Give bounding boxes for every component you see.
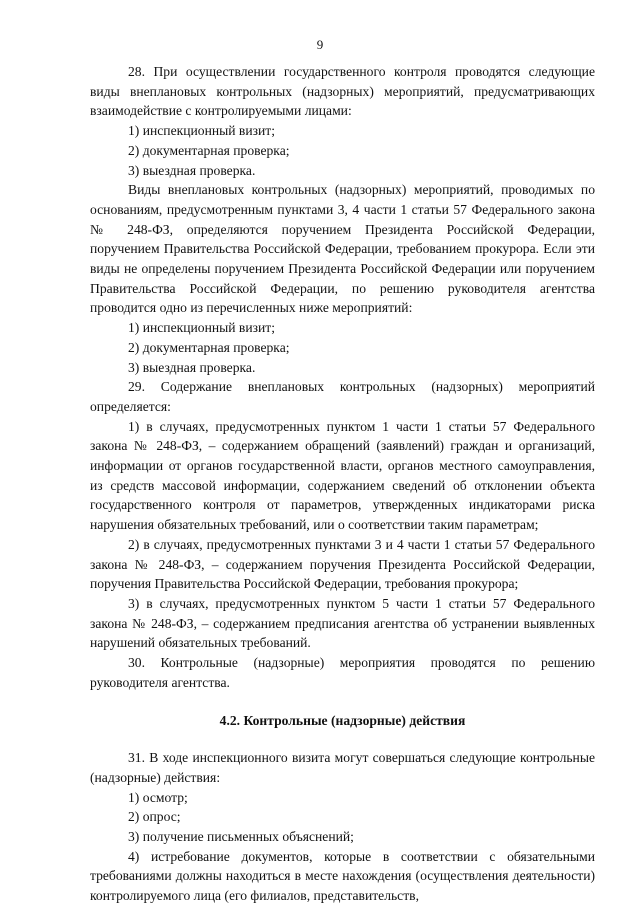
section-heading: 4.2. Контрольные (надзорные) действия [219,712,466,728]
list-item: 3) выездная проверка. [128,359,256,375]
paragraph-28: 28. При осуществлении государственного контроля проводятся следующие виды внеплановых контрольных (надзорных) мероприятий, предусматривающих взаимодействие с контролируемыми лицами: [90,64,595,119]
list-item: 4) истребование документов, которые в соответствии с обязательными требованиями должны находиться в месте нахождения (осуществления деятельности) контролируемого лица (его филиалов, представительств, [90,848,595,904]
list-item: 1) инспекционный визит; [128,320,275,336]
list-item: 2) документарная проверка; [128,142,290,158]
list-item: 2) в случаях, предусмотренных пунктами 3 и 4 части 1 статьи 57 Федерального закона № 248-ФЗ, – содержанием поручения Президента Российской Федерации, поручения Правительства Российской Федерации, требования прокурора; [90,536,595,592]
paragraph-unplanned-types: Виды внеплановых контрольных (надзорных) мероприятий, проводимых по основаниям, предусмотренным пунктами 3, 4 части 1 статьи 57 Федерального закона № 248-ФЗ, определяются поручением Президента Российской Федерации, поручением Правительства Российской Федерации, требованием прокурора. Если эти виды не определены поручением Президента Российской Федерации или поручением Правительства Российской Федерации, по решению руководителя агентства проводится одно из перечисленных ниже мероприятий: [90,182,595,316]
list-item: 3) получение письменных объяснений; [128,829,354,845]
paragraph-30: 30. Контрольные (надзорные) мероприятия проводятся по решению руководителя агентства. [90,655,595,690]
paragraph-31: 31. В ходе инспекционного визита могут совершаться следующие контрольные (надзорные) действия: [90,750,595,785]
list-item: 3) в случаях, предусмотренных пунктом 5 части 1 статьи 57 Федерального закона № 248-ФЗ, – содержанием предписания агентства об устранении выявленных нарушений обязательных требований. [90,595,595,651]
list-item: 3) выездная проверка. [128,162,256,178]
list-item: 1) осмотр; [128,789,188,805]
list-item: 2) документарная проверка; [128,339,290,355]
list-item: 1) инспекционный визит; [128,123,275,139]
page-number: 9 [316,37,324,52]
list-item: 1) в случаях, предусмотренных пунктом 1 части 1 статьи 57 Федерального закона № 248-ФЗ, – содержанием обращений (заявлений) граждан и организаций, информации от органов государственной власти, органов местного самоуправления, из средств массовой информации, содержанием сведений об отклонении объекта государственного контроля от параметров, утвержденных индикаторами риска нарушения обязательных требований, или о соответствии таким параметрам; [90,418,595,533]
list-item: 2) опрос; [128,809,181,825]
document-body [90,62,595,906]
paragraph-29: 29. Содержание внеплановых контрольных (надзорных) мероприятий определяется: [90,379,595,414]
